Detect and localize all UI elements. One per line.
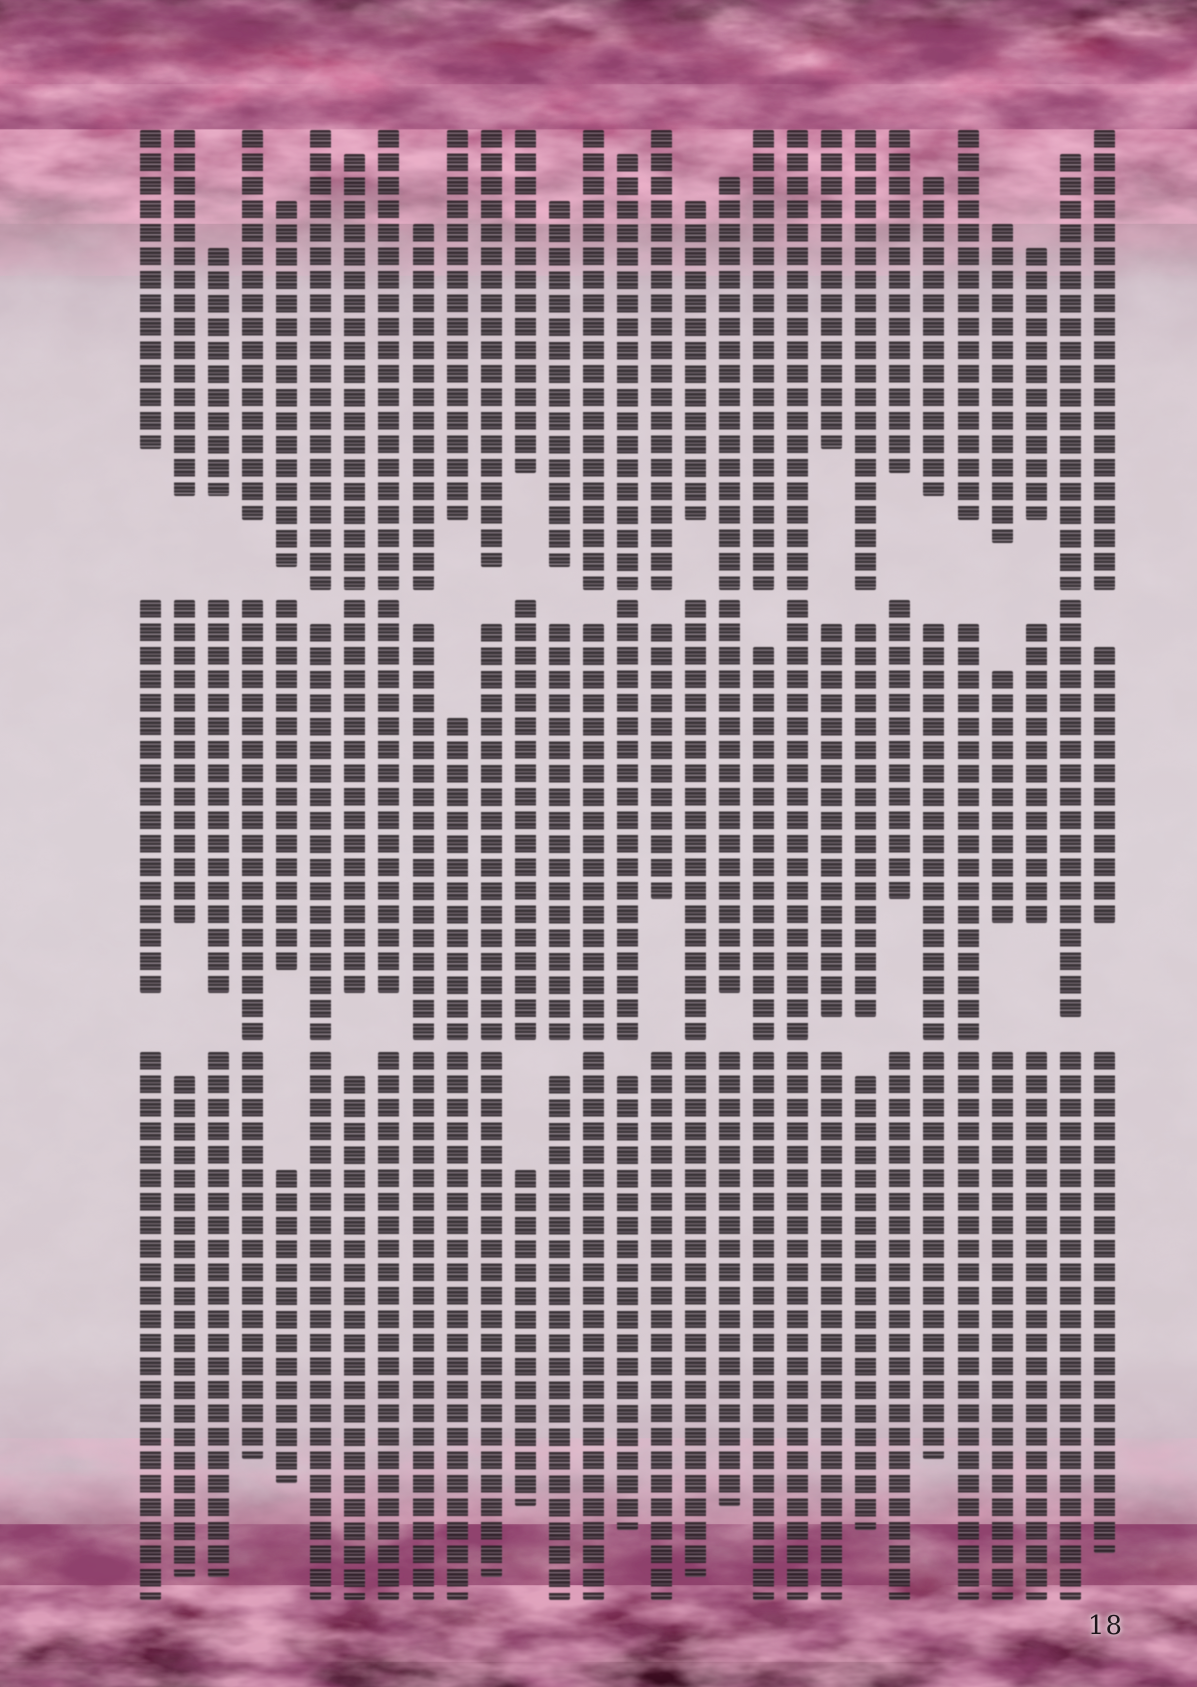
- text-column: [447, 130, 468, 520]
- text-column: [583, 624, 604, 1041]
- text-column: [753, 1052, 774, 1600]
- text-column: [889, 600, 910, 899]
- text-column: [821, 1052, 842, 1600]
- text-column: [515, 600, 536, 1040]
- text-column: [413, 624, 434, 1041]
- text-column: [140, 1052, 161, 1600]
- text-column: [889, 1052, 910, 1600]
- text-column: [549, 201, 570, 567]
- text-column: [242, 600, 263, 1040]
- text-column: [310, 1052, 331, 1600]
- text-column: [378, 600, 399, 993]
- text-column: [1094, 1052, 1115, 1553]
- text-column: [413, 1052, 434, 1600]
- text-column: [923, 1052, 944, 1459]
- text-column: [617, 1076, 638, 1530]
- text-column: [855, 624, 876, 1017]
- text-band-2: [140, 600, 1115, 1040]
- text-column: [378, 1052, 399, 1600]
- text-column: [1060, 1052, 1081, 1600]
- text-column: [617, 600, 638, 1040]
- text-column: [753, 130, 774, 590]
- text-column: [855, 1076, 876, 1530]
- text-column: [1026, 624, 1047, 923]
- text-column: [549, 624, 570, 1041]
- text-column: [617, 154, 638, 591]
- text-column: [685, 201, 706, 520]
- text-column: [992, 1052, 1013, 1600]
- text-column: [208, 1052, 229, 1577]
- text-column: [753, 647, 774, 1040]
- text-column: [923, 624, 944, 1041]
- text-column: [685, 600, 706, 1040]
- text-column: [344, 1076, 365, 1601]
- text-column: [1094, 647, 1115, 923]
- text-column: [1060, 154, 1081, 591]
- text-column: [651, 130, 672, 590]
- page-number: 18: [1087, 1611, 1123, 1641]
- text-column: [787, 130, 808, 590]
- text-column: [208, 248, 229, 497]
- text-column: [242, 1052, 263, 1459]
- text-column: [855, 130, 876, 590]
- text-column: [821, 130, 842, 449]
- text-column: [1060, 600, 1081, 1017]
- text-column: [481, 624, 502, 1041]
- text-column: [1026, 248, 1047, 520]
- text-column: [276, 201, 297, 567]
- text-column: [992, 671, 1013, 923]
- text-column: [651, 624, 672, 900]
- text-column: [344, 600, 365, 993]
- text-column: [958, 624, 979, 1041]
- text-column: [719, 177, 740, 590]
- text-column: [310, 130, 331, 590]
- text-column: [310, 624, 331, 1041]
- text-band-1: [140, 130, 1115, 590]
- text-column: [889, 130, 910, 473]
- text-column: [481, 130, 502, 567]
- text-column: [242, 130, 263, 520]
- text-column: [344, 154, 365, 591]
- text-column: [276, 1170, 297, 1483]
- text-column: [787, 1052, 808, 1600]
- text-column: [1094, 130, 1115, 590]
- text-column: [447, 718, 468, 1041]
- text-column: [583, 130, 604, 590]
- text-band-3: [140, 1052, 1115, 1600]
- text-column: [821, 624, 842, 1017]
- text-column: [685, 1052, 706, 1577]
- text-column: [174, 130, 195, 496]
- text-column: [515, 1170, 536, 1507]
- text-column: [174, 600, 195, 923]
- text-column: [515, 130, 536, 473]
- text-column: [992, 224, 1013, 543]
- text-column: [174, 1076, 195, 1577]
- text-column: [140, 130, 161, 449]
- text-column: [719, 1052, 740, 1506]
- text-column: [140, 600, 161, 993]
- text-column: [208, 600, 229, 993]
- text-column: [787, 600, 808, 1040]
- text-column: [923, 177, 944, 496]
- text-column: [413, 224, 434, 590]
- text-area: [140, 0, 1115, 1687]
- text-column: [583, 1052, 604, 1600]
- text-column: [1026, 1052, 1047, 1600]
- text-column: [378, 130, 399, 590]
- text-column: [549, 1076, 570, 1601]
- text-column: [958, 130, 979, 520]
- text-column: [447, 1052, 468, 1600]
- text-column: [719, 600, 740, 993]
- text-column: [276, 600, 297, 970]
- text-column: [651, 1052, 672, 1600]
- text-column: [958, 1052, 979, 1600]
- text-column: [481, 1052, 502, 1577]
